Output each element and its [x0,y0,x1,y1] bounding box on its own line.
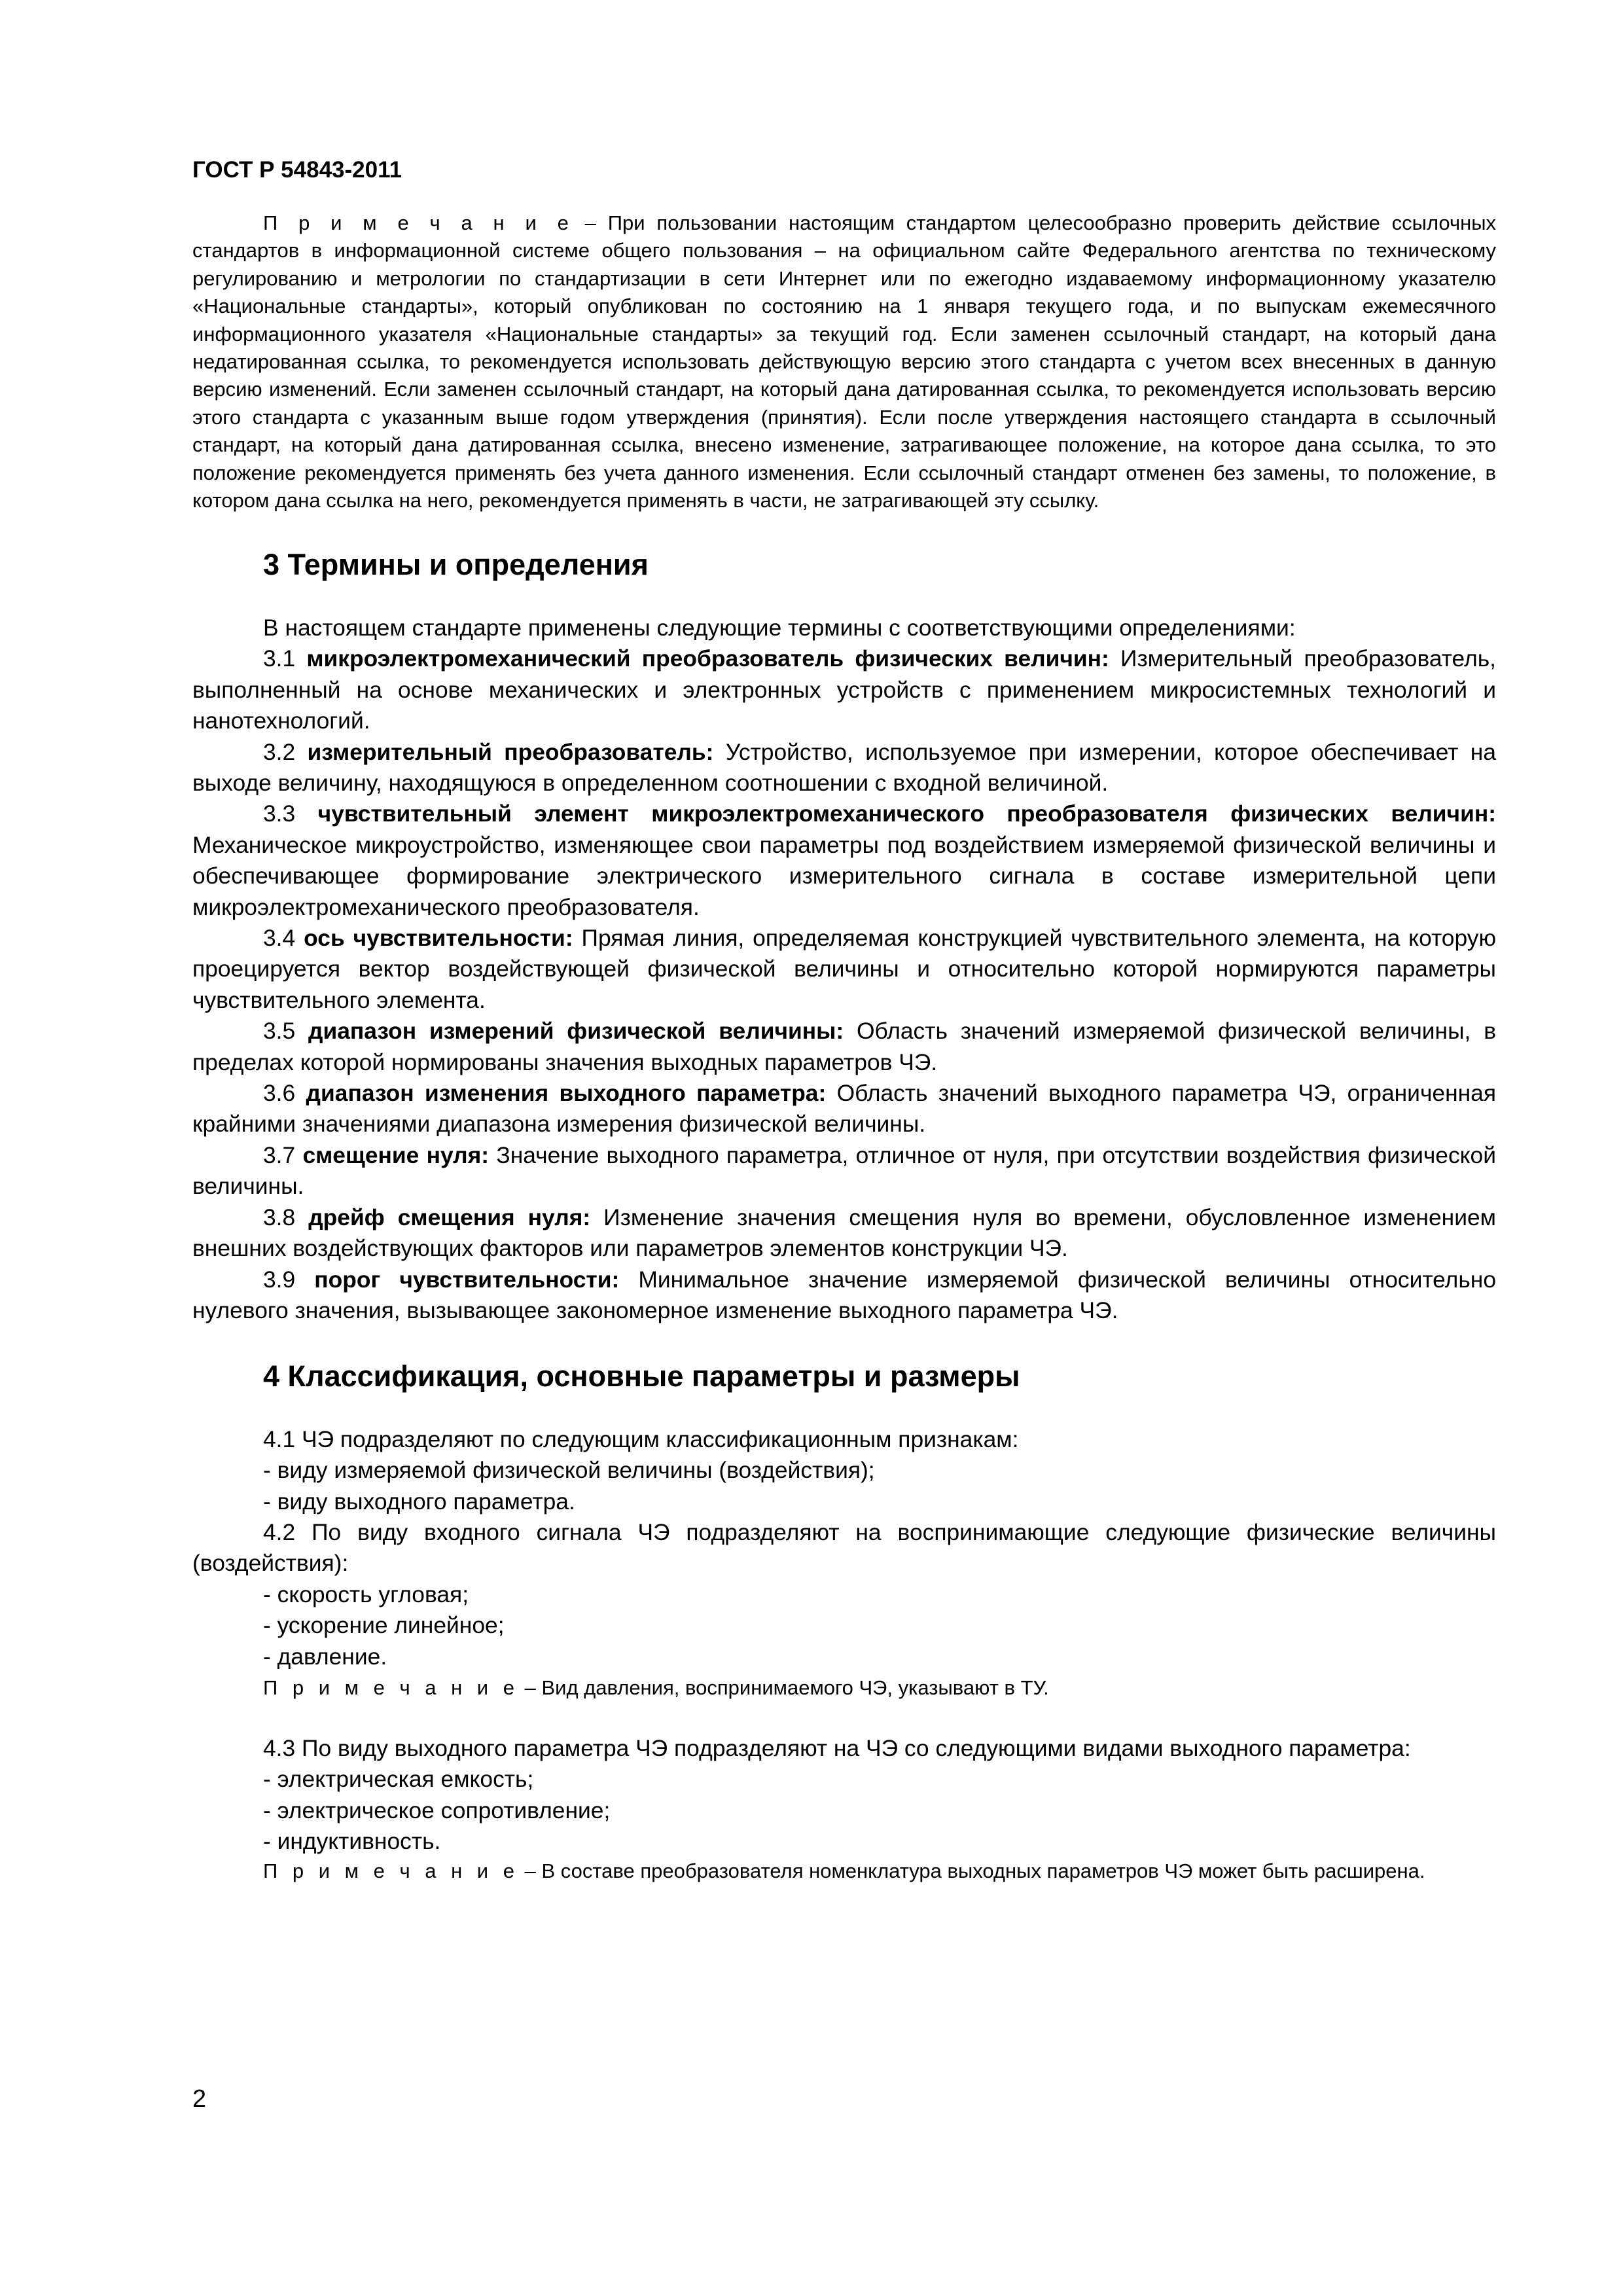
note-text: – В составе преобразователя номенклатура выходных параметров ЧЭ может быть расширена. [518,1859,1425,1882]
list-item: - виду выходного параметра. [263,1488,575,1515]
term-number: 3.2 [263,738,308,765]
term-number: 3.6 [263,1080,306,1107]
term-name: диапазон измерений физической величины: [308,1018,844,1045]
document-page [192,131,1496,1884]
term-name: ось чувствительности: [304,925,573,952]
term-definition: Изменение значения смещения нуля во времени, обусловленное изменением внешних воздействующих факторов или параметров элементов конструкции ЧЭ. [192,1204,1496,1262]
term-number: 3.3 [263,800,318,827]
term-3-4 [192,923,1496,1016]
clause-4-3: 4.3 По виду выходного параметра ЧЭ подразделяют на ЧЭ со следующими видами выходного параметра: [263,1735,1411,1762]
term-3-7 [192,1140,1496,1202]
list-item: - индуктивность. [263,1828,441,1855]
term-number: 3.7 [263,1141,303,1168]
note-4-2 [263,1672,1496,1703]
term-3-1 [192,643,1496,736]
term-definition: Область значений измеряемой физической величины, в пределах которой нормированы значения выходных параметров ЧЭ. [192,1018,1497,1075]
note-4-3 [192,1857,1496,1884]
term-name: микроэлектромеханический преобразователь физических величин: [306,645,1109,672]
term-number: 3.4 [263,925,304,952]
note-text: – Вид давления, воспринимаемого ЧЭ, указывают в ТУ. [518,1676,1049,1700]
term-3-3 [192,798,1496,923]
term-definition: Устройство, используемое при измерении, которое обеспечивает на выходе величину, находящуюся в определенном соотношении с входной величиной. [192,738,1497,796]
list-item: - ускорение линейное; [263,1612,505,1639]
term-name: измерительный преобразователь: [307,738,714,765]
term-number: 3.1 [263,645,307,672]
term-name: дрейф смещения нуля: [308,1204,591,1230]
term-definition: Значение выходного параметра, отличное от нуля, при отсутствии воздействия физической величины. [192,1141,1497,1200]
term-number: 3.9 [263,1266,315,1293]
note-label: П р и м е ч а н и е [263,211,573,234]
note-label: П р и м е ч а н и е [263,1859,519,1882]
clause-4-2: 4.2 По виду входного сигнала ЧЭ подразделяют на воспринимающие следующие физические величины (воздействия): [192,1519,1496,1577]
section-3-intro: В настоящем стандарте применены следующие термины с соответствующими определениями: [263,614,1296,641]
term-3-6 [192,1078,1496,1140]
term-definition: Механическое микроустройство, изменяющее свои параметры под воздействием измеряемой физической величины и обеспечивающее формирование электрического измерительного сигнала в составе измерительной цепи микроэлектромеханического преобразователя. [192,831,1496,920]
term-name: диапазон изменения выходного параметра: [306,1080,827,1107]
term-name: порог чувствительности: [314,1266,620,1293]
term-name: чувствительный элемент микроэлектромеханического преобразователя физических величин: [317,800,1497,827]
section-3-title: 3 Термины и определения [263,548,649,582]
page-number: 2 [192,2085,207,2113]
clause-4-1: 4.1 ЧЭ подразделяют по следующим классификационным признакам: [263,1426,1019,1452]
term-number: 3.8 [263,1204,309,1230]
term-definition: Минимальное значение измеряемой физической величины относительно нулевого значения, вызывающее закономерное изменение выходного параметра ЧЭ. [192,1266,1497,1323]
note-label: П р и м е ч а н и е [263,1676,519,1700]
term-definition: Область значений выходного параметра ЧЭ, ограниченная крайними значениями диапазона измерения физической величины. [192,1080,1496,1138]
document-id: ГОСТ Р 54843-2011 [192,157,402,183]
list-item: - скорость угловая; [263,1581,469,1607]
term-name: смещение нуля: [302,1141,490,1168]
intro-note [192,209,1496,514]
term-3-2 [192,737,1496,799]
term-3-5 [192,1016,1496,1078]
term-3-9 [192,1265,1496,1327]
list-item: - давление. [263,1643,387,1670]
list-item: - виду измеряемой физической величины (воздействия); [263,1457,875,1484]
term-number: 3.5 [263,1018,309,1045]
term-definition: Измерительный преобразователь, выполненный на основе механических и электронных устройств с применением микросистемных технологий и нанотехнологий. [192,645,1496,734]
list-item: - электрическое сопротивление; [263,1797,611,1823]
spacer [192,1703,1496,1733]
section-4-title: 4 Классификация, основные параметры и размеры [263,1359,1020,1393]
list-item: - электрическая емкость; [263,1766,534,1793]
term-3-8 [192,1202,1496,1265]
note-text: – При пользовании настоящим стандартом целесообразно проверить действие ссылочных стандартов в информационной системе общего пользования – на официальном сайте Федерального агентства по техническому регулированию и метрологии по стандартизации в сети Интернет или по ежегодно издаваемому информационному указателю «Национальные стандарты», который опубликован по состоянию на 1 января текущего года, и по выпускам ежемесячного информационного указателя «Национальные стандарты» за текущий год. Если заменен ссылочный стандарт, на который дана недатированная ссылка, то рекомендуется использовать действующую версию этого стандарта с учетом всех внесенных в данную версию изменений. Если заменен ссылочный стандарт, на который дана датированная ссылка, то рекомендуется использовать версию этого стандарта с указанным выше годом утверждения (принятия). Если после утверждения настоящего стандарта в ссылочный стандарт, на который дана датированная ссылка, внесено изменение, затрагивающее положение, на которое дана ссылка, то это положение рекомендуется применять без учета данного изменения. Если ссылочный стандарт отменен без замены, то положение, в котором дана ссылка на него, рекомендуется применять в части, не затрагивающей эту ссылку. [192,211,1496,512]
term-definition: Прямая линия, определяемая конструкцией чувствительного элемента, на которую проецируется вектор воздействующей физической величины и относительно которой нормируются параметры чувствительного элемента. [192,925,1496,1013]
